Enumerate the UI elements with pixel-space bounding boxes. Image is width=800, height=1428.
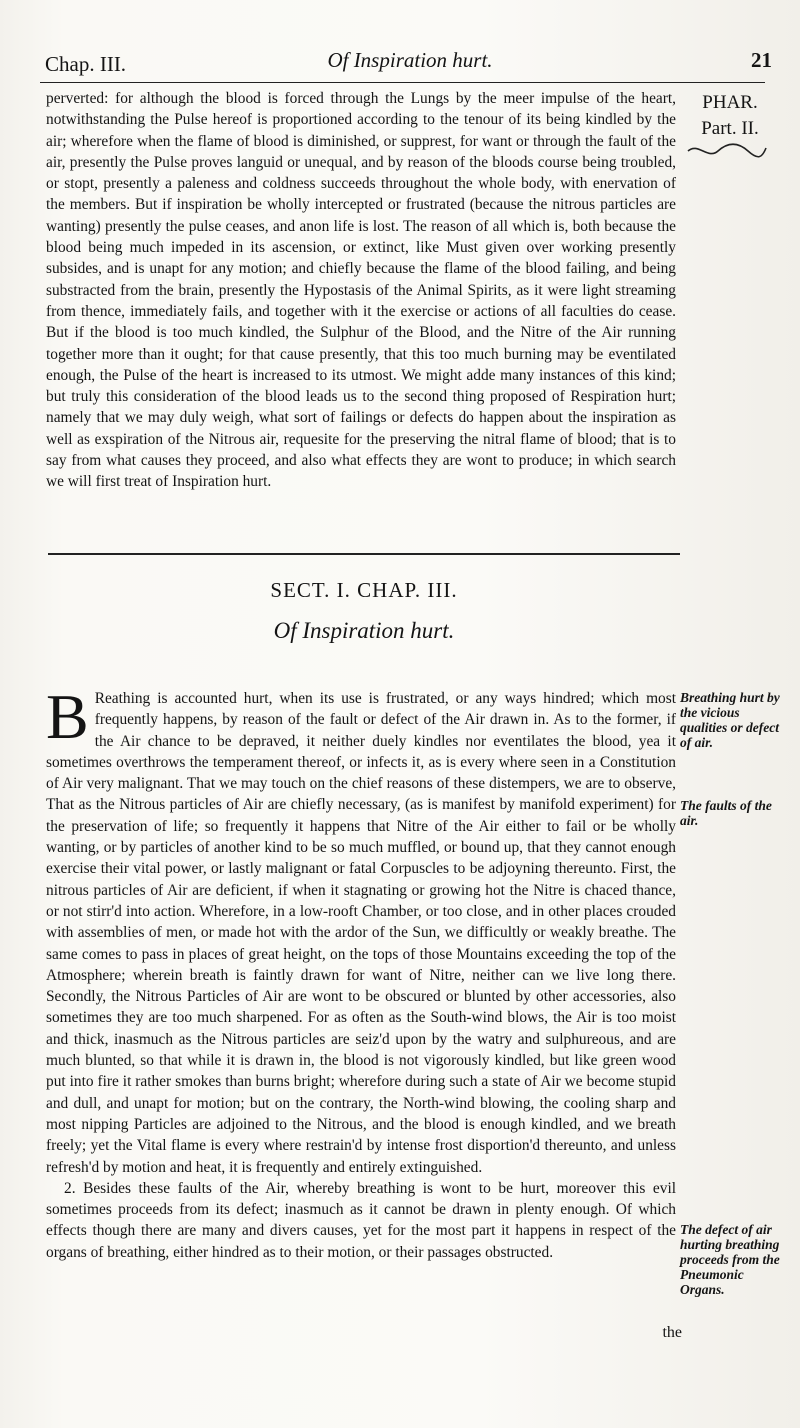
margin-note-2: The faults of the air. [680, 798, 772, 828]
side-title-line1: PHAR. [702, 92, 758, 113]
paragraph-breathing: Reathing is accounted hurt, when its use is frustrated, or any ways hindred; which most frequently happens, by reason of the fault or defect of the Air drawn in. As to the former, if the Air chance to be depraved, it neither duely kindles nor eventilates the blood, yea it sometimes overthrows the temperament thereof, or infects it, as is every where seen in a Constitution of Air very malignant. That we may touch on the chief reasons of these distempers, we are to observe, That as the Nitrous particles of Air are chiefly necessary, (as is manifest by manifold experiment) for the preservation of life; so frequently it happens that Nitre of the Air either to fail or be wholly wanting, or by particles of another kind to be so much muffled, or bound up, that they cannot enough exercise their vital power, or lastly malignant or fatal Corpuscles to be adjoyning thereunto. First, the nitrous particles of Air are deficient, if when it stagnating or growing hot the Nitre is chaced thance, or not stirr'd into action. Wherefore, in a low-rooft Chamber, or too close, and in other places crouded with assemblies of men, or made hot with the ardor of the Sun, we difficultly or weakly breathe. The same comes to pass in places of great height, on the tops of those Mountains exceeding the top of the Atmosphere; wherein breath is faintly drawn for want of Nitre, neither can we live long there. Secondly, the Nitrous Particles of Air are wont to be obscured or blunted by other accessories, also sometimes they are too much sharpened. For as often as the South-wind blows, the Air is too moist and thick, inasmuch as the Nitrous particles are seiz'd upon by the watry and sulphureous, and are much blunted, so that while it is drawn in, the blood is not vigorously kindled, but like green wood put into fire it rather smokes than burns bright; wherefore during such a state of Air we become stupid and dull, and unapt for motion; but on the contrary, the North-wind blowing, the cooling sharp and most nipping Particles are adjoined to the Nitrous, and the blood is enough kindled, and we breath freely; yet the Vital flame is every where restrain'd by intense frost disportion'd thereunto, and unless refresh'd by motion and heat, it is frequently and entirely extinguished. [46, 690, 676, 1176]
side-title-line2: Part. II. [701, 118, 759, 139]
header-rule [40, 82, 765, 83]
section-rule [48, 553, 680, 555]
page-number: 21 [751, 48, 772, 72]
paragraph-defect: 2. Besides these faults of the Air, whereby breathing is wont to be hurt, moreover this evil sometimes proceeds from its defect; inasmuch as it cannot be drawn in plenty enough. Of which effects though there are many and divers causes, yet for the most part it happens in respect of the organs of breathing, either hindred as to their motion, or their passages obstructed. [46, 1179, 676, 1261]
margin-note-3: The defect of air hurting breathing proceeds from the Pneumonic Organs. [680, 1222, 780, 1297]
running-title: Of Inspiration hurt. [327, 48, 493, 72]
drop-cap: B [46, 681, 89, 752]
opening-paragraph: perverted: for although the blood is forced through the Lungs by the meer impulse of the heart, notwithstanding the Pulse hereof is proportioned according to the tenour of its being kindled by the air; wherefore when the flame of blood is diminished, or supprest, for want or through the fault of the air, presently the Pulse proves languid or unequal, and by reason of the bloods course being troubled, or stopt, presently a paleness and coldness succeeds throughout the whole body, with enervation of the members. But if inspiration be wholly intercepted or frustrated (because the nitrous particles are wanting) presently the pulse ceases, and anon life is lost. The reason of all which is, both because the blood being much impeded in its ascension, or extinct, like Must given over working presently subsides, and is unapt for any motion; and chiefly because the flame of the blood failing, and being substracted from the brain, presently the Hypostasis of the Animal Spirits, as it were light streaming from thence, immediately fails, and together with it the exercise or actions of all faculties do cease. But if the blood is too much kindled, the Sulphur of the Blood, and the Nitre of the Air running together more than it ought; for that cause presently, that this too much burning may be eventilated enough, the Pulse of the heart is increased to its utmost. We might adde many instances of this kind; but truly this consideration of the blood leads us to the second thing proposed of Respiration hurt; namely that we may duly weigh, what sort of failings or defects do happen about the inspiration as well as exspiration of the Nitrous air, requesite for the preserving the nitral flame of blood; that is to say from what causes they proceed, and also what effects they are wont to produce; in which search we will first treat of Inspiration hurt. [46, 90, 676, 491]
side-title [680, 90, 780, 142]
ornament-swash-icon [686, 142, 768, 160]
chapter-label: Chap. III. [45, 52, 127, 76]
main-text [46, 681, 676, 1263]
section-heading: SECT. I. CHAP. III. [270, 578, 458, 602]
margin-note-1: Breathing hurt by the vicious qualities or defect of air. [680, 690, 780, 750]
catchword: the [662, 1324, 682, 1341]
running-header [40, 42, 780, 82]
section-subtitle: Of Inspiration hurt. [273, 618, 455, 643]
